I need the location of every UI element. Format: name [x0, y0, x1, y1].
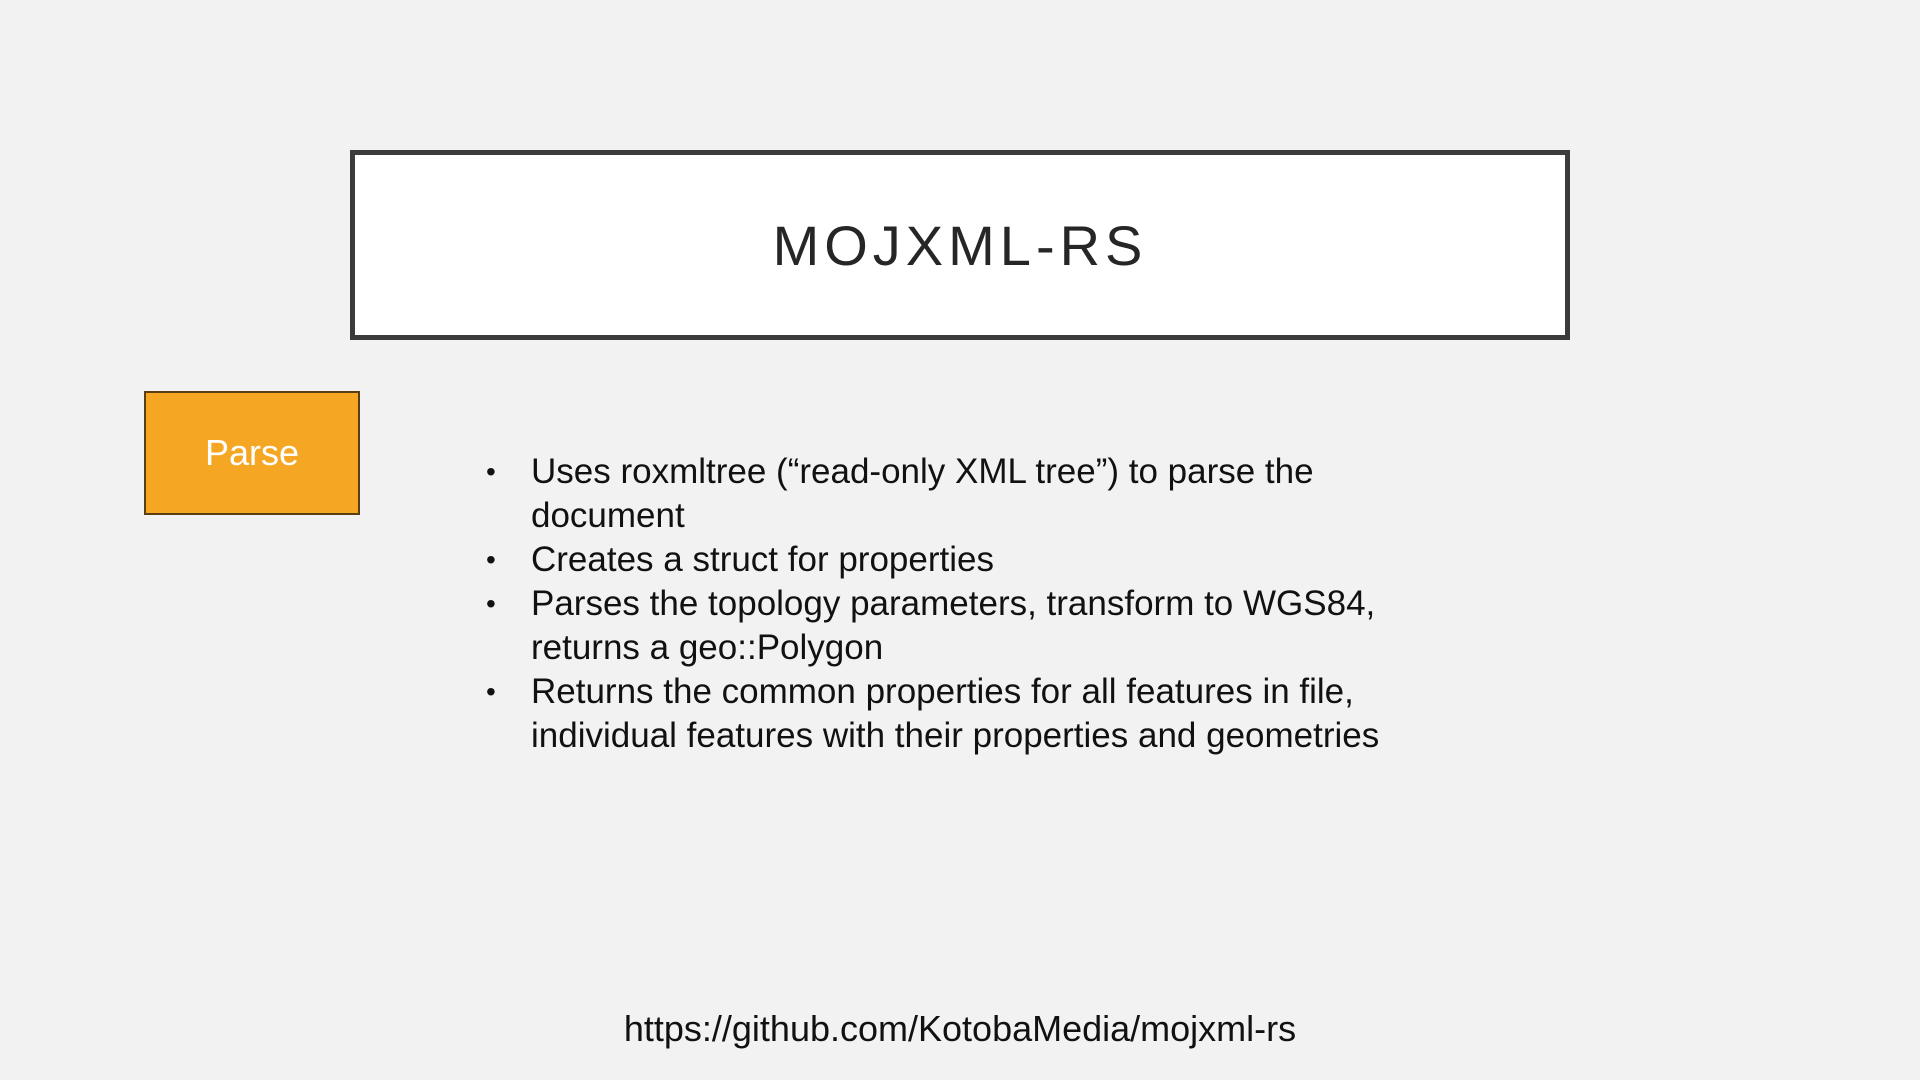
bullet-text: Parses the topology parameters, transform to WGS84, returns a geo::Polygon: [531, 584, 1376, 667]
section-tag-label: Parse: [204, 432, 300, 473]
list-item: [486, 538, 1466, 582]
bullet-icon: •: [486, 588, 496, 619]
section-tag-parse: [144, 391, 360, 515]
bullet-text: Returns the common properties for all features in file, individual features with their properties and geometries: [531, 672, 1380, 755]
list-item: [486, 582, 1466, 670]
bullet-icon: •: [486, 544, 496, 575]
github-repo-link[interactable]: https://github.com/KotobaMedia/mojxml-rs: [623, 1008, 1297, 1049]
bullet-list: [486, 450, 1466, 758]
bullet-text: Uses roxmltree (“read-only XML tree”) to parse the document: [531, 452, 1314, 535]
slide-title: MOJXML-RS: [772, 213, 1148, 277]
bullet-icon: •: [486, 676, 496, 707]
bullet-text: Creates a struct for properties: [531, 540, 994, 579]
list-item: [486, 450, 1466, 538]
list-item: [486, 670, 1466, 758]
bullet-icon: •: [486, 456, 496, 487]
slide-title-box: [350, 150, 1570, 340]
